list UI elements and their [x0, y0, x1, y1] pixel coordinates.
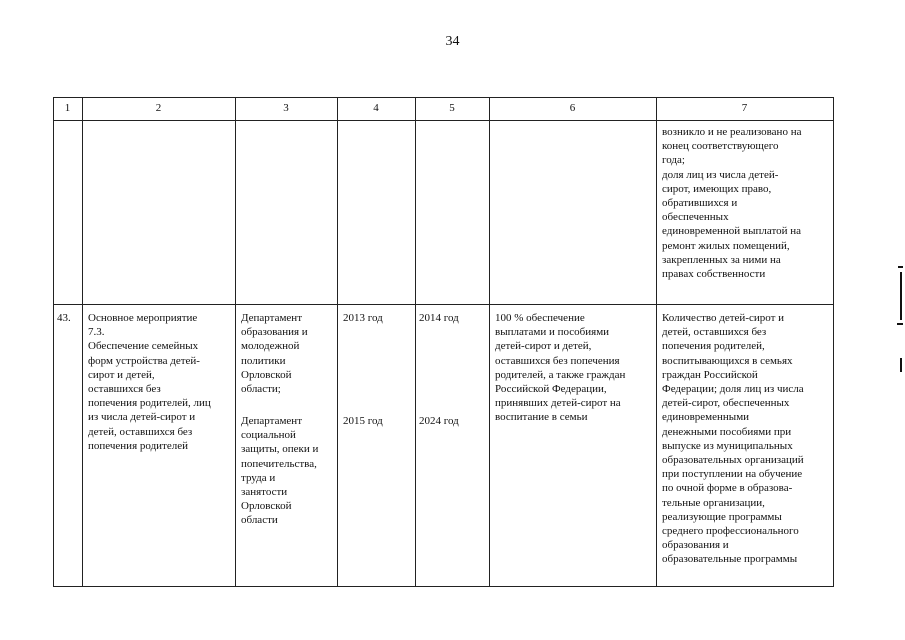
- text-line: социальной: [241, 429, 296, 442]
- text-line: детей, оставшихся без: [662, 326, 767, 339]
- text-line: образования и: [241, 326, 308, 339]
- text-line: конец соответствующего: [662, 140, 779, 153]
- text-line: труда и: [241, 471, 276, 484]
- text-line: Обеспечение семейных: [88, 340, 199, 353]
- col-border-7: [833, 97, 834, 587]
- column-header-6: 6: [569, 102, 576, 114]
- text-line: сирот, имеющих право,: [662, 182, 772, 195]
- column-header-1: 1: [64, 102, 71, 114]
- expected-result-cell: [495, 311, 625, 425]
- text-line: оставшихся без попечения: [495, 354, 620, 367]
- text-line: обеспеченных: [662, 211, 729, 224]
- text-line: 7.3.: [88, 326, 105, 339]
- text-line: образовательные программы: [662, 553, 798, 566]
- page-number: 34: [445, 34, 460, 49]
- scan-mark: [898, 266, 903, 268]
- text-line: тельные организации,: [662, 496, 765, 509]
- text-line: защиты, опеки и: [241, 443, 319, 456]
- text-line: Количество детей-сирот и: [662, 312, 785, 324]
- text-line: 100 % обеспечение: [495, 312, 585, 324]
- text-line: области: [241, 514, 278, 527]
- column-header-7: 7: [741, 102, 748, 114]
- column-header-2: 2: [155, 102, 162, 114]
- text-line: оставшихся без: [88, 383, 161, 396]
- col-border-2: [235, 97, 236, 587]
- text-line: образования и: [662, 539, 729, 552]
- text-line: попечения родителей,: [662, 340, 765, 353]
- col-border-0: [53, 97, 54, 587]
- text-line: политики: [241, 354, 286, 367]
- scan-mark: [897, 323, 903, 325]
- text-line: единовременной выплатой на: [662, 225, 802, 238]
- end-year-a: 2014 год: [419, 312, 459, 324]
- text-line: области;: [241, 383, 281, 396]
- text-line: денежными пособиями при: [662, 425, 792, 438]
- text-line: родителей, а также граждан: [495, 368, 626, 381]
- text-line: занятости: [241, 486, 288, 499]
- start-year-a: 2013 год: [343, 312, 383, 324]
- text-line: по очной форме в образова-: [662, 482, 793, 495]
- text-line: правах собственности: [662, 268, 766, 281]
- text-line: Департамент: [241, 415, 303, 427]
- indicators-cell: [662, 311, 804, 567]
- column-header-4: 4: [373, 102, 379, 114]
- text-line: закрепленных за ними на: [662, 253, 781, 266]
- text-line: попечительства,: [241, 457, 317, 470]
- executor-cell-a: [241, 311, 308, 396]
- text-line: из числа детей-сирот и: [88, 411, 196, 424]
- text-line: Основное мероприятие: [88, 312, 198, 324]
- text-line: форм устройства детей-: [88, 354, 200, 367]
- text-line: единовременными: [662, 411, 750, 424]
- text-line: сирот и детей,: [88, 368, 155, 381]
- col-border-6: [656, 97, 657, 587]
- text-line: среднего профессионального: [662, 525, 799, 538]
- text-line: воспитывающихся в семьях: [662, 354, 793, 367]
- scan-mark: [900, 272, 902, 320]
- text-line: Федерации; доля лиц из числа: [662, 383, 804, 396]
- col-border-5: [489, 97, 490, 587]
- text-line: воспитание в семьи: [495, 411, 588, 424]
- text-line: Орловской: [241, 500, 292, 513]
- text-line: при поступлении на обучение: [662, 468, 803, 481]
- text-line: ремонт жилых помещений,: [662, 239, 790, 252]
- text-line: образовательных организаций: [662, 454, 804, 467]
- start-year-b: 2015 год: [343, 415, 383, 427]
- text-line: выпуске из муниципальных: [662, 439, 793, 452]
- col-border-3: [337, 97, 338, 587]
- text-line: детей-сирот, обеспеченных: [662, 397, 790, 410]
- data-table: [53, 97, 834, 587]
- text-line: граждан Российской: [662, 368, 758, 381]
- continuation-indicators-cell: [662, 125, 801, 281]
- text-line: возникло и не реализовано на: [662, 126, 802, 138]
- text-line: выплатами и пособиями: [495, 326, 610, 339]
- executor-cell-b: [241, 414, 318, 528]
- col-border-4: [415, 97, 416, 587]
- row-number: 43.: [57, 312, 71, 324]
- text-line: детей-сирот и детей,: [495, 340, 592, 353]
- text-line: обратившихся и: [662, 197, 738, 210]
- text-line: детей, оставшихся без: [88, 425, 193, 438]
- header-divider: [53, 120, 834, 121]
- scan-mark: [900, 358, 902, 372]
- column-header-5: 5: [449, 102, 455, 114]
- text-line: года;: [662, 154, 685, 167]
- text-line: попечения родителей, лиц: [88, 397, 211, 410]
- text-line: Российской Федерации,: [495, 383, 607, 396]
- text-line: Орловской: [241, 368, 292, 381]
- table-border-bottom: [53, 586, 834, 587]
- row-divider: [53, 304, 834, 305]
- text-line: Департамент: [241, 312, 303, 324]
- text-line: доля лиц из числа детей-: [662, 168, 779, 181]
- text-line: молодежной: [241, 340, 300, 353]
- end-year-b: 2024 год: [419, 415, 459, 427]
- text-line: попечения родителей: [88, 439, 188, 452]
- measure-name-cell: [88, 311, 211, 453]
- text-line: реализующие программы: [662, 510, 782, 523]
- col-border-1: [82, 97, 83, 587]
- text-line: принявших детей-сирот на: [495, 397, 621, 410]
- column-header-3: 3: [283, 102, 289, 114]
